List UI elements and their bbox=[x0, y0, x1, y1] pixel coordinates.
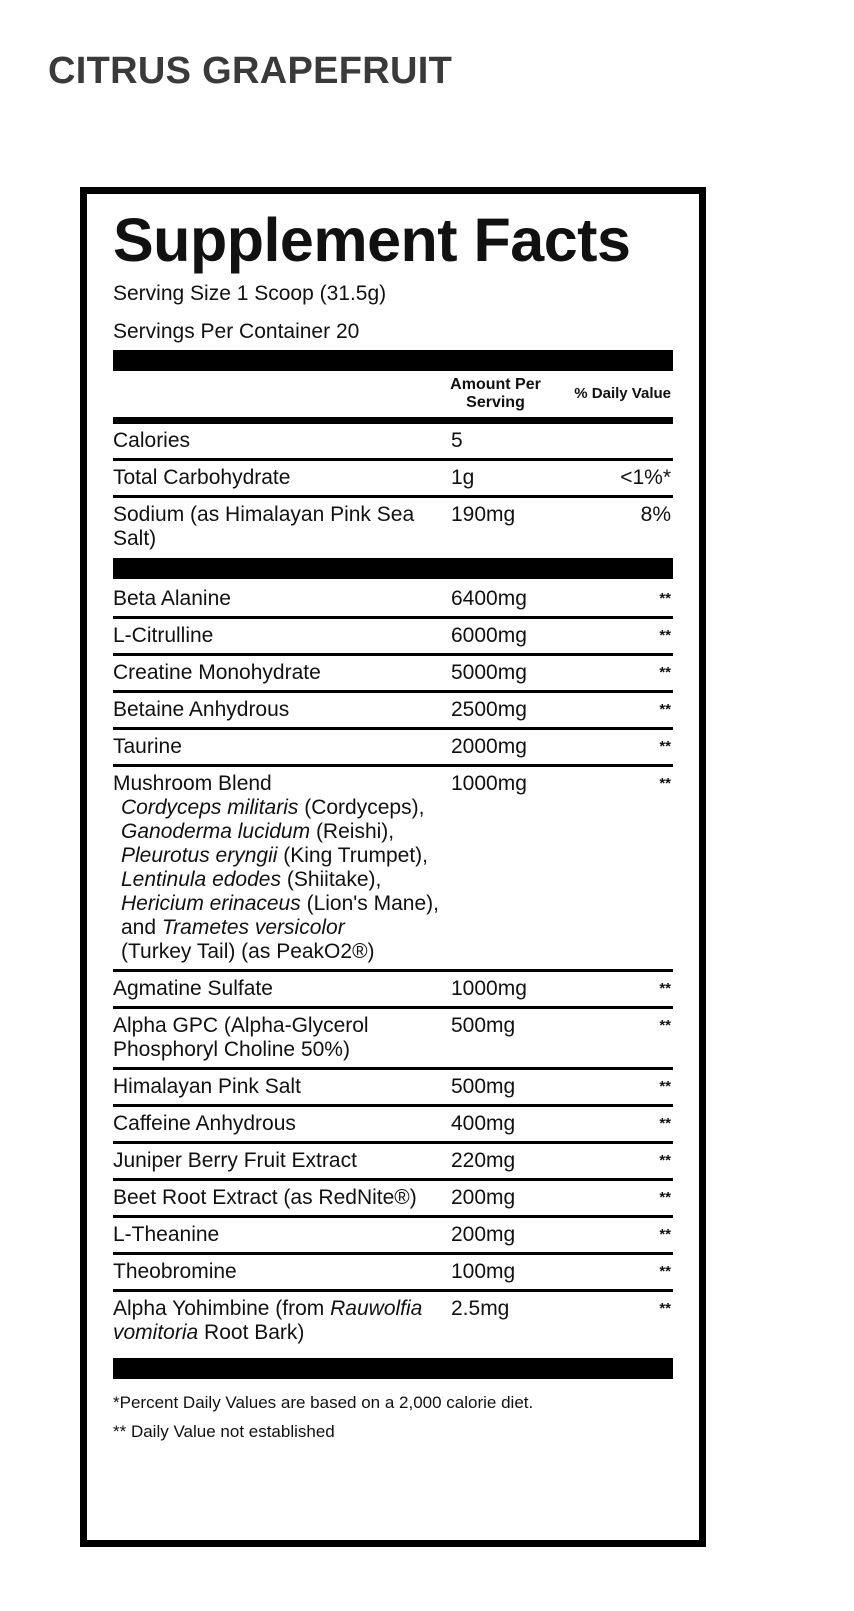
ingredient-dv: ** bbox=[659, 775, 671, 792]
serving-size: Serving Size 1 Scoop (31.5g) bbox=[113, 282, 387, 305]
ingredient-name: Beta Alanine bbox=[113, 587, 231, 610]
ingredient-dv: ** bbox=[659, 980, 671, 997]
ingredient-amount: 2.5mg bbox=[451, 1297, 510, 1320]
ingredient-row bbox=[113, 690, 673, 727]
blend-item: Lentinula edodes (Shiitake), bbox=[121, 868, 382, 891]
ingredient-name: Juniper Berry Fruit Extract bbox=[113, 1149, 357, 1172]
nutrient-row bbox=[113, 458, 673, 495]
ingredient-row bbox=[113, 579, 673, 616]
footnote-daily-values: *Percent Daily Values are based on a 2,000 calorie diet. bbox=[113, 1393, 534, 1412]
divider-bar bbox=[113, 558, 673, 579]
ingredient-name: Beet Root Extract (as RedNite®) bbox=[113, 1186, 417, 1209]
ingredient-name: Alpha GPC (Alpha-Glycerol Phosphoryl Choline 50%) bbox=[113, 1014, 369, 1061]
ingredient-row-yohimbine bbox=[113, 1289, 673, 1350]
nutrient-name: Total Carbohydrate bbox=[113, 466, 291, 489]
ingredient-name: L-Theanine bbox=[113, 1223, 220, 1246]
ingredient-amount: 400mg bbox=[451, 1112, 516, 1135]
ingredient-row bbox=[113, 969, 673, 1006]
ingredient-dv: ** bbox=[659, 701, 671, 718]
ingredient-name: Creatine Monohydrate bbox=[113, 661, 321, 684]
nutrient-amount: 1g bbox=[451, 466, 475, 489]
ingredient-amount: 2500mg bbox=[451, 698, 527, 721]
nutrient-dv: <1%* bbox=[620, 466, 671, 489]
divider-rule bbox=[113, 417, 673, 424]
ingredient-dv: ** bbox=[659, 1152, 671, 1169]
ingredient-amount: 6000mg bbox=[451, 624, 527, 647]
blend-item: and Trametes versicolor bbox=[121, 916, 345, 939]
ingredient-name: L-Citrulline bbox=[113, 624, 214, 647]
ingredient-row bbox=[113, 1178, 673, 1215]
blend-item: (Turkey Tail) (as PeakO2®) bbox=[121, 940, 375, 963]
ingredient-dv: ** bbox=[659, 1300, 671, 1317]
ingredient-dv: ** bbox=[659, 590, 671, 607]
ingredient-amount: 6400mg bbox=[451, 587, 527, 610]
ingredient-dv: ** bbox=[659, 627, 671, 644]
label-title: Supplement Facts bbox=[113, 206, 631, 274]
ingredient-row bbox=[113, 1006, 673, 1067]
ingredient-name: Theobromine bbox=[113, 1260, 237, 1283]
supplement-facts-label bbox=[80, 187, 706, 1547]
ingredient-name: Mushroom Blend bbox=[113, 772, 272, 795]
divider-bar bbox=[113, 350, 673, 371]
ingredient-row bbox=[113, 1215, 673, 1252]
nutrient-name: Sodium (as Himalayan Pink Sea Salt) bbox=[113, 503, 415, 550]
nutrient-name: Calories bbox=[113, 429, 191, 452]
nutrient-amount: 190mg bbox=[451, 503, 516, 526]
daily-value-header: % Daily Value bbox=[574, 385, 671, 402]
ingredient-name: Caffeine Anhydrous bbox=[113, 1112, 296, 1135]
ingredient-row bbox=[113, 1067, 673, 1104]
ingredient-amount: 200mg bbox=[451, 1223, 516, 1246]
nutrient-dv: 8% bbox=[640, 503, 671, 526]
ingredient-amount: 1000mg bbox=[451, 772, 527, 795]
blend-item: Ganoderma lucidum (Reishi), bbox=[121, 820, 395, 843]
ingredient-amount: 200mg bbox=[451, 1186, 516, 1209]
flavor-title: CITRUS GRAPEFRUIT bbox=[48, 50, 453, 92]
nutrient-amount: 5 bbox=[451, 429, 463, 452]
servings-per-container: Servings Per Container 20 bbox=[113, 320, 360, 343]
ingredient-name: Himalayan Pink Salt bbox=[113, 1075, 301, 1098]
footnote-not-established: ** Daily Value not established bbox=[113, 1422, 335, 1441]
ingredient-dv: ** bbox=[659, 1115, 671, 1132]
ingredient-amount: 500mg bbox=[451, 1014, 516, 1037]
ingredient-row bbox=[113, 653, 673, 690]
nutrient-row bbox=[113, 495, 673, 556]
ingredient-row bbox=[113, 1104, 673, 1141]
ingredient-name: Alpha Yohimbine (from Rauwolfia vomitoria Root Bark) bbox=[113, 1297, 423, 1344]
ingredient-amount: 2000mg bbox=[451, 735, 527, 758]
ingredient-dv: ** bbox=[659, 1078, 671, 1095]
ingredient-name: Agmatine Sulfate bbox=[113, 977, 273, 1000]
nutrient-row bbox=[113, 424, 673, 458]
ingredient-dv: ** bbox=[659, 1263, 671, 1280]
ingredient-amount: 100mg bbox=[451, 1260, 516, 1283]
nutrient-dv bbox=[591, 429, 673, 453]
mushroom-blend-list bbox=[113, 796, 445, 964]
blend-item: Pleurotus eryngii (King Trumpet), bbox=[121, 844, 428, 867]
ingredient-row-mushroom-blend bbox=[113, 764, 673, 969]
ingredient-dv: ** bbox=[659, 1226, 671, 1243]
ingredient-dv: ** bbox=[659, 738, 671, 755]
divider-bar bbox=[113, 1358, 673, 1379]
ingredient-row bbox=[113, 1141, 673, 1178]
ingredient-dv: ** bbox=[659, 664, 671, 681]
blend-item: Cordyceps militaris (Cordyceps), bbox=[121, 796, 425, 819]
ingredient-amount: 1000mg bbox=[451, 977, 527, 1000]
ingredient-amount: 5000mg bbox=[451, 661, 527, 684]
ingredient-row bbox=[113, 1252, 673, 1289]
ingredient-dv: ** bbox=[659, 1017, 671, 1034]
ingredient-name: Betaine Anhydrous bbox=[113, 698, 290, 721]
ingredient-dv: ** bbox=[659, 1189, 671, 1206]
ingredient-name: Taurine bbox=[113, 735, 182, 758]
ingredient-amount: 500mg bbox=[451, 1075, 516, 1098]
ingredient-row bbox=[113, 616, 673, 653]
ingredient-amount: 220mg bbox=[451, 1149, 516, 1172]
blend-item: Hericium erinaceus (Lion's Mane), bbox=[121, 892, 439, 915]
column-header bbox=[113, 371, 673, 417]
amount-per-serving-header: Amount Per Serving bbox=[450, 376, 541, 411]
ingredient-row bbox=[113, 727, 673, 764]
